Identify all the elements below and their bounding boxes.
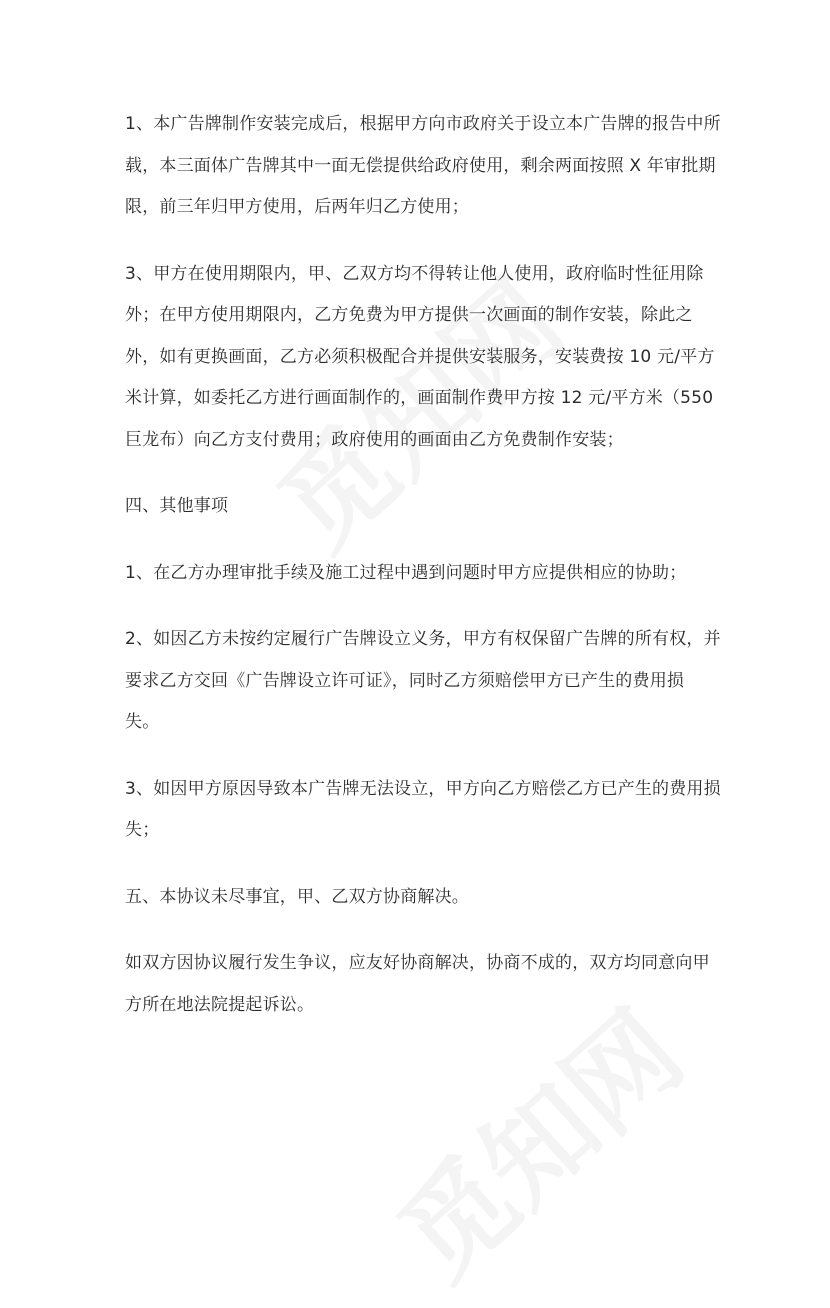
text-line: 1、本广告牌制作安装完成后，根据甲方向市政府关于设立本广告牌的报告中所 [125, 114, 721, 134]
text-line: 外，如有更换画面，乙方必须积极配合并提供安装服务，安装费按 10 元/平方 [125, 346, 715, 367]
text-line: 载，本三面体广告牌其中一面无偿提供给政府使用，剩余两面按照 X 年审批期 [125, 155, 716, 176]
text-line: 失； [125, 820, 160, 840]
text-line: 2、如因乙方未按约定履行广告牌设立义务，甲方有权保留广告牌的所有权，并 [125, 629, 721, 649]
text-line: 米计算，如委托乙方进行画面制作的，画面制作费甲方按 12 元/平方米（550 [125, 388, 714, 408]
text-line: 失。 [125, 712, 160, 732]
paragraph-other-1 [125, 553, 715, 595]
text-line: 3、甲方在使用期限内，甲、乙双方均不得转让他人使用，政府临时性征用除 [125, 263, 704, 284]
paragraph-other-2 [125, 619, 721, 744]
text-line: 1、在乙方办理审批手续及施工过程中遇到问题时甲方应提供相应的协助； [125, 562, 687, 583]
paragraph-dispute [125, 943, 715, 1026]
document-body [125, 104, 721, 1051]
text-line: 3、如因甲方原因导致本广告牌无法设立，甲方向乙方赔偿乙方已产生的费用损 [125, 778, 721, 799]
paragraph-clause-3 [125, 254, 715, 462]
text-line: 巨龙布）向乙方支付费用；政府使用的画面由乙方免费制作安装； [125, 429, 624, 450]
text-line: 方所在地法院提起诉讼。 [125, 994, 315, 1015]
text-line: 要求乙方交回《广告牌设立许可证》，同时乙方须赔偿甲方已产生的费用损 [125, 670, 685, 691]
text-line: 四、其他事项 [125, 496, 229, 516]
text-line: 如双方因协议履行发生争议，应友好协商解决，协商不成的，双方均同意向甲 [125, 953, 710, 973]
text-line: 限，前三年归甲方使用，后两年归乙方使用； [125, 197, 469, 217]
text-line: 外；在甲方使用期限内，乙方免费为甲方提供一次画面的制作安装，除此之 [125, 305, 693, 325]
section-heading-five [125, 877, 715, 919]
paragraph-clause-1 [125, 104, 721, 229]
paragraph-other-3 [125, 769, 721, 852]
section-heading-other-matters [125, 486, 715, 528]
text-line: 五、本协议未尽事宜，甲、乙双方协商解决。 [125, 886, 469, 907]
